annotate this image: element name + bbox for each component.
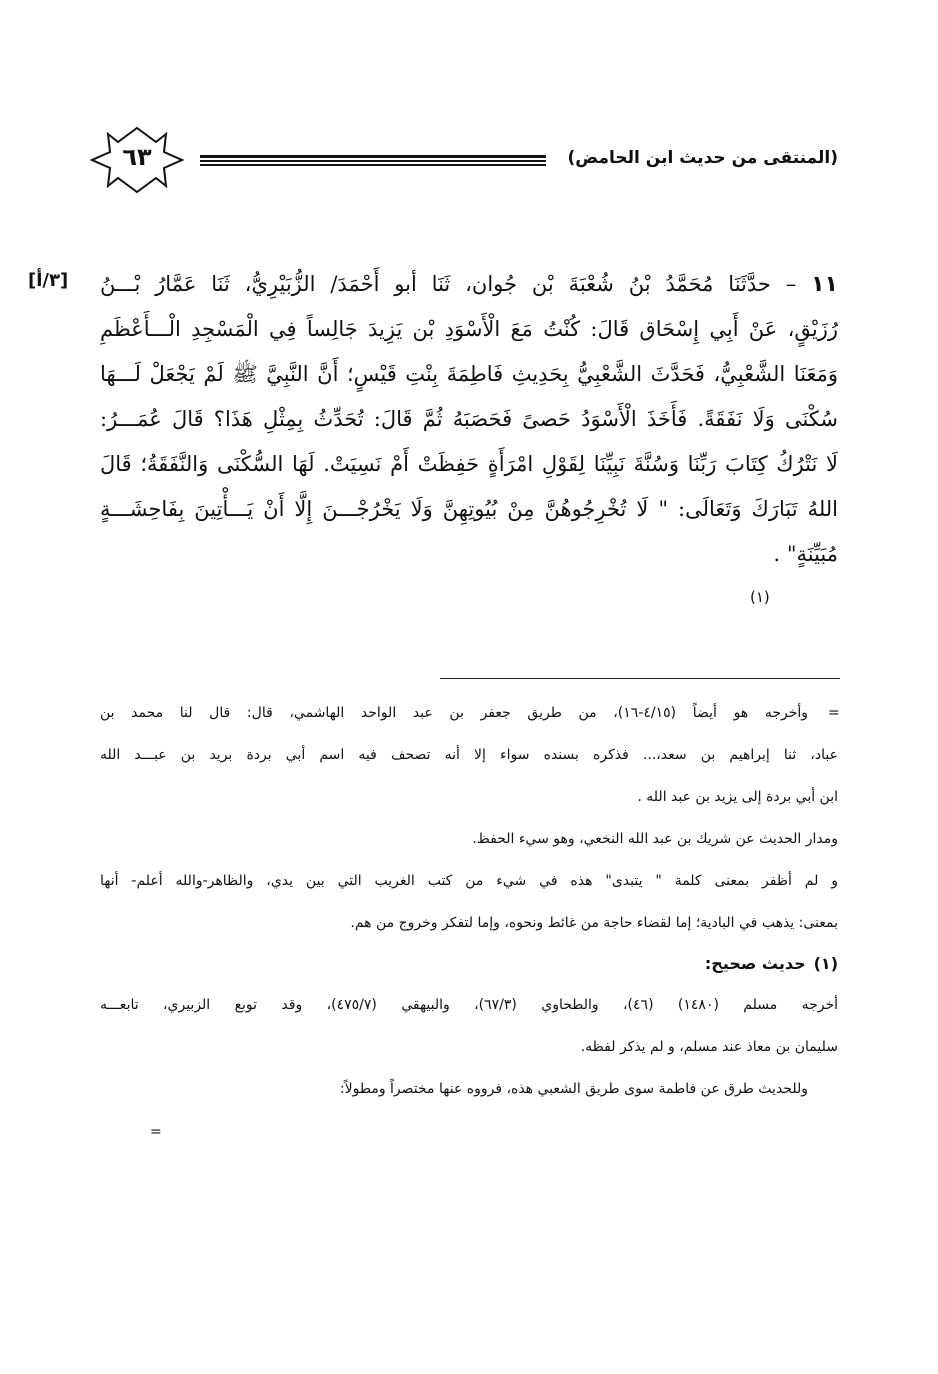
footnote-line: عباد، ثنا إبراهيم بن سعد،... فذكره بسنده سواء إلا أنه تصحف فيه اسم أبي بردة بريد بن عبـــد الله: [100, 747, 838, 763]
hadith-line-text: – حدَّثَنَا مُحَمَّدُ بْنُ شُعْبَةَ بْن جُوان، ثَنَا أبو أَحْمَدَ/ الزُّبَيْرِيُّ، ثَنَا عَمَّارُ بْـــنُ: [100, 272, 797, 296]
header-rule: [200, 164, 546, 166]
footnote-line: سليمان بن معاذ عند مسلم، و لم يذكر لفظه.: [580, 1039, 838, 1055]
header-rule: [200, 160, 546, 162]
footnote-line: و لم أظفر بمعنى كلمة " يتبدى" هذه في شيء من كتب الغريب التي بين يدي، والظاهر-والله أعلم- أنها: [100, 873, 838, 889]
hadith-text: [100, 262, 838, 572]
footnote-reference: (١): [750, 588, 770, 606]
footnote-line: ابن أبي بردة إلى يزيد بن عبد الله .: [637, 789, 838, 805]
header-rule: [200, 155, 546, 158]
footnote-line: أخرجه مسلم (١٤٨٠) (٤٦)، والطحاوي (٦٧/٣)، والبيهقي (٤٧٥/٧)، وقد توبع الزبيري، تابعـــه: [100, 997, 838, 1013]
hadith-line: [100, 262, 838, 307]
hadith-line: اللهُ تَبَارَكَ وَتَعَالَى: " لَا تُخْرِجُوهُنَّ مِنْ بُيُوتِهِنَّ وَلَا يَخْرُجْـــنَ إِلَّا أَنْ يَـــأْتِينَ بِفَاحِشَـــةٍ: [100, 497, 838, 521]
footnotes: [100, 692, 838, 1110]
running-title: (المنتقى من حديث ابن الحامض): [567, 148, 838, 168]
footnote-line: بمعنى: يذهب في البادية؛ إما لقضاء حاجة من غائط ونحوه، وإما لتفكر وخروج من هم.: [350, 915, 838, 931]
footnote-line: ومدار الحديث عن شريك بن عبد الله النخعي، وهو سيء الحفظ.: [472, 831, 838, 847]
hadith-line: لَا نَتْرُكُ كِتَابَ رَبِّنَا وَسُنَّةَ نَبِيِّنَا لِقَوْلِ امْرَأَةٍ حَفِظَتْ أَمْ نَسِيَتْ. لَهَا السُّكْنَى وَالنَّفَقَةُ؛ قَالَ: [100, 452, 838, 476]
hadith-line: رُزَيْقٍ، عَنْ أَبِي إِسْحَاق قَالَ: كُنْتُ مَعَ الْأَسْوَدِ بْن يَزِيدَ جَالِساً فِي الْمَسْجِدِ الْـــأَعْظَمِ: [100, 317, 838, 341]
hadith-line: سُكْنَى وَلَا نَفَقَةً. فَأَخَذَ الْأَسْوَدُ حَصىً فَحَصَبَهُ ثُمَّ قَالَ: تُحَدِّثُ بِمِثْلِ هَذَا؟ قَالَ عُمَـــرُ:: [100, 407, 838, 431]
hadith-line: وَمَعَنَا الشَّعْبِيُّ، فَحَدَّثَ الشَّعْبِيُّ بِحَدِيثِ فَاطِمَةَ بِنْتِ قَيْسٍ؛ أَنَّ النَّبِيَّ ﷺ لَمْ يَجْعَلْ لَـــهَا: [100, 362, 838, 386]
continuation-mark: =: [150, 1124, 162, 1140]
footnote-heading: [100, 944, 838, 984]
footnote-line: وأخرجه هو أيضاً (٤/١٥-١٦)، من طريق جعفر بن عبد الواحد الهاشمي، قال: قال لنا محمد بن: [100, 705, 809, 721]
footnote-line: وللحديث طرق عن فاطمة سوى طريق الشعبي هذه، فرووه عنها مختصراً ومطولاً:: [339, 1081, 808, 1097]
continuation-mark: =: [828, 705, 840, 721]
page-number: ٦٣: [122, 143, 152, 171]
hadith-number: ١١: [811, 272, 838, 297]
folio-marker: [٣/أ]: [28, 270, 69, 291]
hadith-line: مُبَيِّنَةٍ" .: [773, 542, 838, 566]
footnote-heading-text: حديث صحيح:: [704, 954, 806, 973]
footnote-separator: [440, 678, 840, 679]
footnote-number: (١): [813, 954, 838, 973]
